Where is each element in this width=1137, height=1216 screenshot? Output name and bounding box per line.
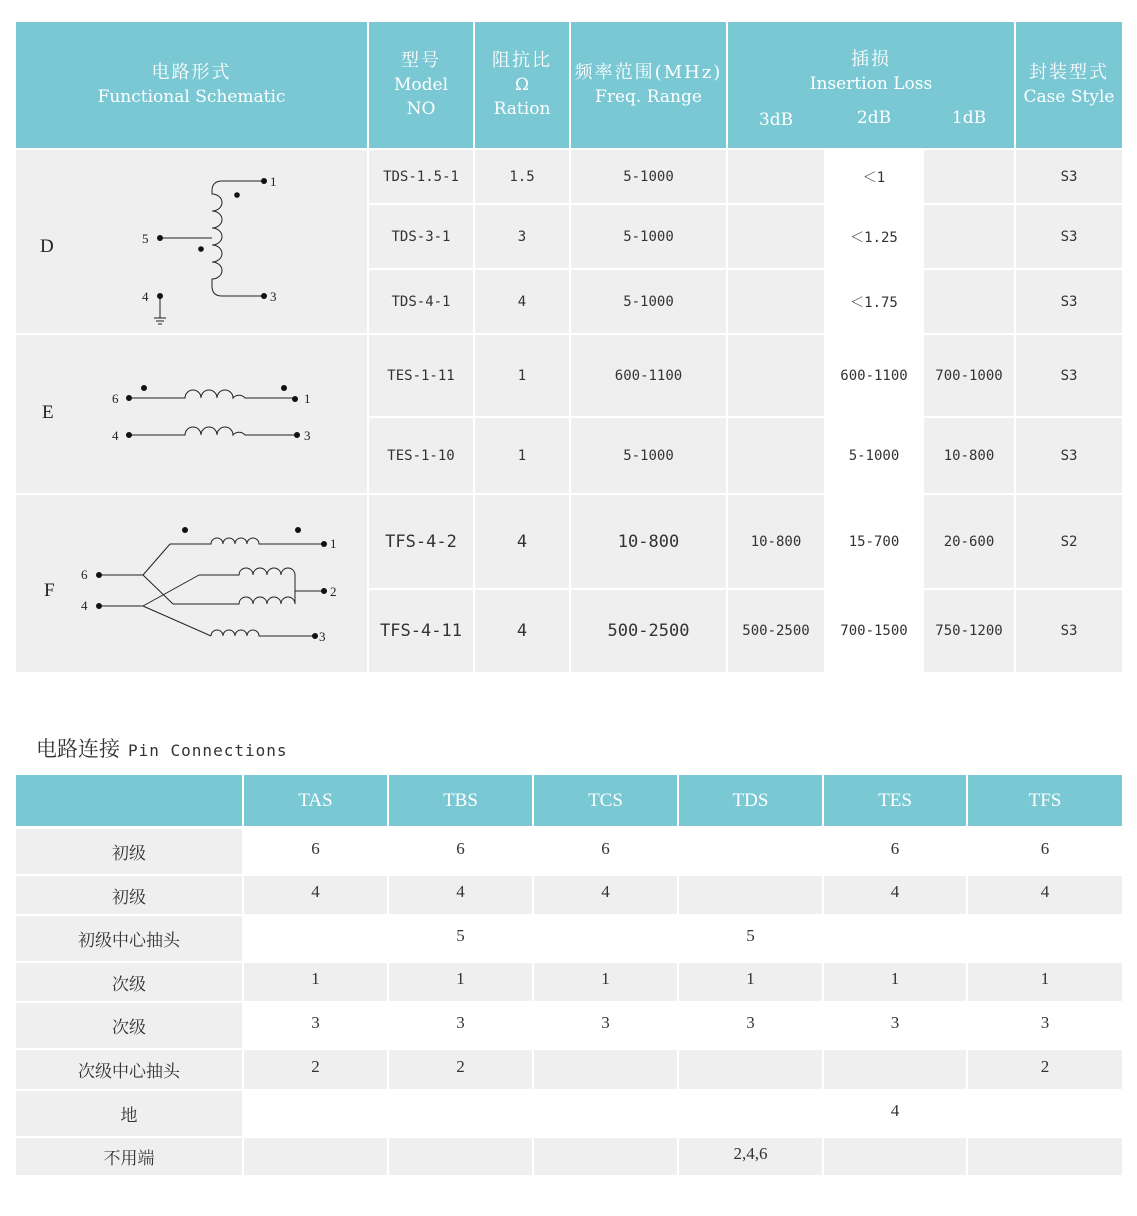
header-model-cn: 型号 xyxy=(401,50,441,71)
header-case-en: Case Style xyxy=(1023,87,1115,107)
schematic-f-pin2: 2 xyxy=(330,584,337,599)
pin-cell: 3 xyxy=(679,1003,822,1048)
spec-cell-db3 xyxy=(728,418,824,493)
pin-row-label: 次级 xyxy=(16,1003,242,1048)
pin-cell xyxy=(679,1091,822,1136)
schematic-f-diagram xyxy=(75,518,350,648)
schematic-d-pin5: 5 xyxy=(142,231,149,246)
spec-cell-freq: 10-800 xyxy=(571,495,726,588)
header-case-cn: 封装型式 xyxy=(1029,62,1109,83)
group-letter-e: E xyxy=(42,402,54,423)
pin-row-label: 初级中心抽头 xyxy=(16,916,242,961)
header-model xyxy=(369,22,473,148)
pin-row-label: 不用端 xyxy=(16,1138,242,1175)
spec-cell-freq: 5-1000 xyxy=(571,150,726,203)
spec-cell-case: S3 xyxy=(1016,590,1122,672)
pin-cell: 4 xyxy=(824,1091,966,1136)
spec-cell-freq: 5-1000 xyxy=(571,205,726,268)
schematic-d-diagram xyxy=(130,168,290,328)
spec-cell-model: TES-1-10 xyxy=(369,418,473,493)
pin-cell xyxy=(968,1091,1122,1136)
spec-cell-db1 xyxy=(924,270,1014,333)
spec-cell-freq: 5-1000 xyxy=(571,418,726,493)
header-loss-3db: 3dB xyxy=(758,110,794,130)
spec-cell-db3 xyxy=(728,205,824,268)
spec-cell-ratio: 1.5 xyxy=(475,150,569,203)
pin-cell: 4 xyxy=(534,876,677,914)
pin-cell xyxy=(824,1138,966,1175)
pin-cell: 1 xyxy=(389,963,532,1001)
header-loss-cn: 插损 xyxy=(851,49,891,70)
spec-cell-db2: ＜1 xyxy=(826,150,922,203)
spec-cell-db1: 750-1200 xyxy=(924,590,1014,672)
spec-cell-db2: 700-1500 xyxy=(826,590,922,672)
pin-row-label: 初级 xyxy=(16,876,242,914)
pin-cell: 1 xyxy=(824,963,966,1001)
spec-cell-db1 xyxy=(924,150,1014,203)
pin-col-header: TES xyxy=(824,775,966,826)
pin-cell xyxy=(389,1091,532,1136)
pin-cell xyxy=(824,1050,966,1089)
spec-cell-case: S3 xyxy=(1016,205,1122,268)
spec-cell-ratio: 4 xyxy=(475,495,569,588)
pin-table-header-blank xyxy=(16,775,242,826)
pin-cell: 2 xyxy=(389,1050,532,1089)
pin-cell xyxy=(244,1091,387,1136)
pin-cell: 4 xyxy=(389,876,532,914)
spec-cell-model: TDS-1.5-1 xyxy=(369,150,473,203)
spec-cell-case: S3 xyxy=(1016,270,1122,333)
pin-cell: 6 xyxy=(534,829,677,874)
pin-cell xyxy=(968,916,1122,961)
pin-section-title-en: Pin Connections xyxy=(128,741,288,760)
spec-cell-case: S3 xyxy=(1016,335,1122,416)
pin-cell: 2,4,6 xyxy=(679,1138,822,1175)
pin-cell: 6 xyxy=(244,829,387,874)
header-loss-2db: 2dB xyxy=(856,108,892,128)
pin-cell: 3 xyxy=(968,1003,1122,1048)
pin-cell xyxy=(824,916,966,961)
spec-cell-model: TDS-3-1 xyxy=(369,205,473,268)
spec-cell-db1: 700-1000 xyxy=(924,335,1014,416)
pin-row-label: 地 xyxy=(16,1091,242,1136)
pin-cell: 2 xyxy=(244,1050,387,1089)
schematic-e-pin6: 6 xyxy=(112,391,119,406)
pin-cell: 3 xyxy=(389,1003,532,1048)
header-schematic-cn: 电路形式 xyxy=(151,62,232,83)
pin-cell xyxy=(534,1138,677,1175)
header-schematic-en: Functional Schematic xyxy=(97,87,286,107)
pin-col-header: TDS xyxy=(679,775,822,826)
header-freq-en: Freq. Range xyxy=(595,87,702,107)
pin-col-header: TBS xyxy=(389,775,532,826)
header-case xyxy=(1016,22,1122,148)
spec-cell-db2: 600-1100 xyxy=(826,335,922,416)
spec-cell-db3 xyxy=(728,150,824,203)
spec-cell-db2: ＜1.75 xyxy=(826,270,922,333)
pin-row-label: 次级 xyxy=(16,963,242,1001)
pin-cell xyxy=(244,916,387,961)
spec-cell-ratio: 4 xyxy=(475,270,569,333)
pin-cell: 1 xyxy=(534,963,677,1001)
pin-cell: 2 xyxy=(968,1050,1122,1089)
pin-cell xyxy=(534,916,677,961)
pin-cell: 4 xyxy=(824,876,966,914)
spec-cell-db3: 500-2500 xyxy=(728,590,824,672)
spec-cell-db1: 20-600 xyxy=(924,495,1014,588)
pin-section-title xyxy=(36,733,288,763)
pin-col-header: TAS xyxy=(244,775,387,826)
pin-cell xyxy=(679,1050,822,1089)
schematic-f-pin3: 3 xyxy=(319,629,326,644)
pin-cell xyxy=(389,1138,532,1175)
spec-cell-db1: 10-800 xyxy=(924,418,1014,493)
schematic-f-pin6: 6 xyxy=(81,567,88,582)
group-letter-d: D xyxy=(40,236,54,257)
schematic-e-pin4: 4 xyxy=(112,428,119,443)
spec-cell-model: TDS-4-1 xyxy=(369,270,473,333)
spec-cell-freq: 600-1100 xyxy=(571,335,726,416)
header-ratio-cn: 阻抗比 xyxy=(492,50,552,71)
spec-cell-ratio: 4 xyxy=(475,590,569,672)
header-freq xyxy=(571,22,726,148)
schematic-e-diagram xyxy=(105,378,325,448)
pin-cell xyxy=(679,876,822,914)
pin-cell: 4 xyxy=(244,876,387,914)
pin-cell xyxy=(968,1138,1122,1175)
header-loss-en: Insertion Loss xyxy=(809,74,933,94)
pin-cell xyxy=(244,1138,387,1175)
pin-cell: 1 xyxy=(244,963,387,1001)
schematic-d-pin3: 3 xyxy=(270,289,277,304)
header-ratio-sym: Ω xyxy=(514,75,530,95)
pin-cell: 5 xyxy=(389,916,532,961)
schematic-e-pin1: 1 xyxy=(304,391,311,406)
pin-cell xyxy=(679,829,822,874)
pin-row-label: 初级 xyxy=(16,829,242,874)
header-freq-cn: 频率范围(MHz) xyxy=(574,62,723,83)
spec-cell-db3 xyxy=(728,270,824,333)
pin-cell: 3 xyxy=(244,1003,387,1048)
spec-cell-model: TFS-4-11 xyxy=(369,590,473,672)
spec-cell-case: S3 xyxy=(1016,150,1122,203)
pin-cell xyxy=(534,1050,677,1089)
spec-cell-model: TFS-4-2 xyxy=(369,495,473,588)
pin-cell: 3 xyxy=(824,1003,966,1048)
pin-col-header: TFS xyxy=(968,775,1122,826)
pin-cell: 3 xyxy=(534,1003,677,1048)
spec-cell-ratio: 1 xyxy=(475,418,569,493)
pin-cell: 1 xyxy=(968,963,1122,1001)
pin-cell: 6 xyxy=(968,829,1122,874)
spec-cell-db2: 15-700 xyxy=(826,495,922,588)
pin-cell: 1 xyxy=(679,963,822,1001)
header-loss-1db: 1dB xyxy=(951,108,987,128)
spec-cell-freq: 500-2500 xyxy=(571,590,726,672)
spec-cell-case: S3 xyxy=(1016,418,1122,493)
schematic-d-pin4: 4 xyxy=(142,289,149,304)
pin-cell: 5 xyxy=(679,916,822,961)
pin-cell: 4 xyxy=(968,876,1122,914)
header-model-en1: Model xyxy=(393,75,449,95)
header-schematic xyxy=(16,22,367,148)
pin-cell: 6 xyxy=(824,829,966,874)
header-model-en2: NO xyxy=(406,99,436,119)
spec-cell-db2: 5-1000 xyxy=(826,418,922,493)
pin-cell xyxy=(534,1091,677,1136)
spec-cell-db3: 10-800 xyxy=(728,495,824,588)
spec-cell-db1 xyxy=(924,205,1014,268)
spec-cell-freq: 5-1000 xyxy=(571,270,726,333)
pin-cell: 6 xyxy=(389,829,532,874)
spec-cell-case: S2 xyxy=(1016,495,1122,588)
spec-cell-ratio: 3 xyxy=(475,205,569,268)
schematic-d-pin1: 1 xyxy=(270,174,277,189)
pin-col-header: TCS xyxy=(534,775,677,826)
spec-cell-db3 xyxy=(728,335,824,416)
pin-section-title-cn: 电路连接 xyxy=(36,737,120,761)
pin-row-label: 次级中心抽头 xyxy=(16,1050,242,1089)
schematic-f-pin4: 4 xyxy=(81,598,88,613)
header-ratio xyxy=(475,22,569,148)
schematic-e-pin3: 3 xyxy=(304,428,311,443)
spec-cell-model: TES-1-11 xyxy=(369,335,473,416)
header-ratio-en: Ration xyxy=(493,99,551,119)
schematic-f-pin1: 1 xyxy=(330,536,337,551)
group-letter-f: F xyxy=(44,580,55,601)
spec-cell-db2: ＜1.25 xyxy=(826,205,922,268)
spec-cell-ratio: 1 xyxy=(475,335,569,416)
